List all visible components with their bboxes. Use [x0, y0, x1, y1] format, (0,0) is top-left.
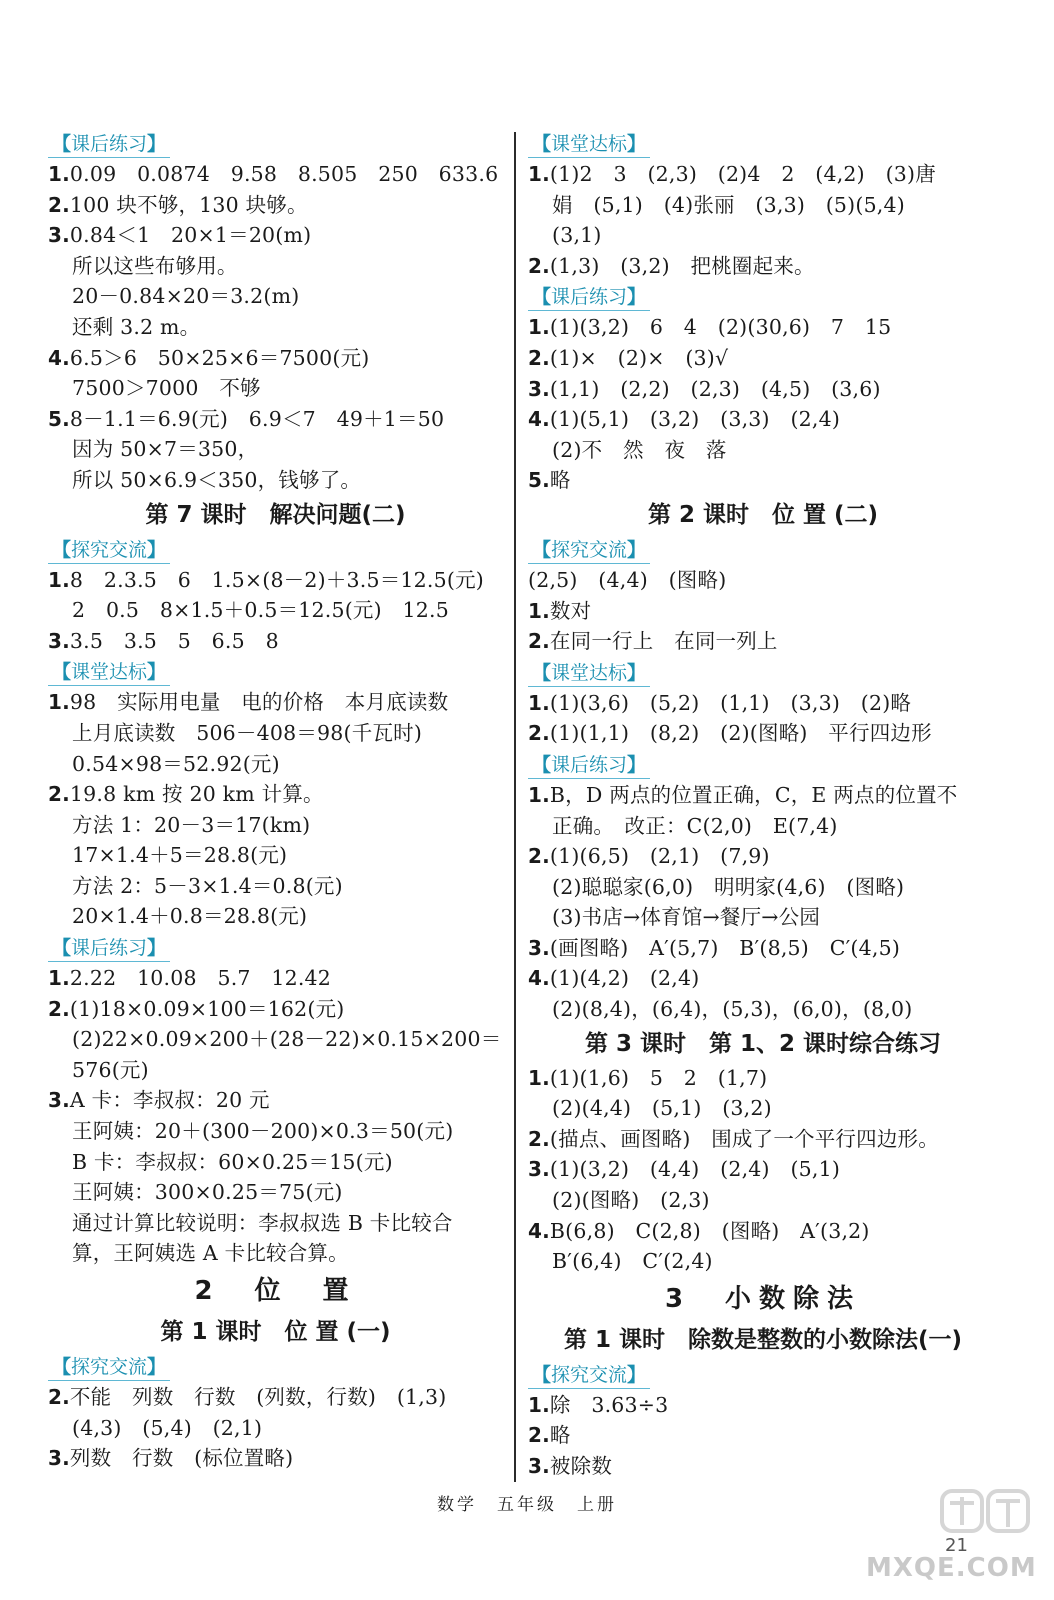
- answer-line: [528, 1154, 998, 1185]
- question-number: 5.: [48, 406, 70, 431]
- answer-text: 0.84＜1 20×1＝20(m): [69, 223, 312, 248]
- answer-text: 576(元): [72, 1057, 149, 1082]
- question-number: 1.: [48, 567, 70, 592]
- question-number: 1.: [528, 782, 550, 807]
- answer-continuation: [48, 718, 503, 749]
- answer-line: [48, 963, 503, 994]
- section-tag-label: 课堂达标: [551, 133, 628, 155]
- answer-text: 数对: [549, 598, 592, 623]
- answer-continuation: [48, 373, 503, 404]
- lesson-title: 第 2 课时 位 置 (二): [647, 501, 879, 528]
- answer-continuation: [48, 1177, 503, 1208]
- section-tag: [528, 284, 650, 311]
- question-number: 1.: [528, 1392, 550, 1417]
- answer-continuation: [48, 595, 503, 626]
- answer-continuation: [528, 811, 998, 842]
- answer-text: (1)(3,6) (5,2) (1,1) (3,3) (2)略: [549, 690, 912, 715]
- answer-text: (1)× (2)× (3)√: [549, 345, 729, 370]
- tag-bracket-right: 】: [147, 1356, 167, 1378]
- answer-text: (描点、画图略) 围成了一个平行四边形。: [549, 1126, 939, 1151]
- answer-text: 7500＞7000 不够: [72, 376, 261, 401]
- tag-bracket-left: 【: [532, 133, 552, 155]
- question-number: 3.: [528, 935, 550, 960]
- answer-continuation: [48, 901, 503, 932]
- lesson-title: 第 1 课时 位 置 (一): [160, 1319, 391, 1345]
- answer-line: [528, 626, 998, 657]
- answer-text: 在同一行上 在同一列上: [549, 629, 778, 654]
- question-number: 2.: [48, 1385, 70, 1409]
- answer-continuation: [528, 994, 998, 1025]
- tag-bracket-left: 【: [532, 661, 552, 684]
- answer-line: [528, 1420, 998, 1451]
- answer-text: 被除数: [549, 1454, 613, 1478]
- answer-line: [48, 626, 503, 657]
- section-tag: [528, 660, 650, 687]
- lesson-title: 第 1 课时 除数是整数的小数除法(一): [563, 1326, 963, 1353]
- answer-text: B 卡：李叔叔：60×0.25＝15(元): [72, 1149, 393, 1174]
- answer-text: B′(6,4) C′(2,4): [552, 1249, 713, 1274]
- answer-line: [528, 1216, 998, 1247]
- answer-continuation: [48, 1116, 503, 1147]
- answer-text: (2)(图略) (2,3): [552, 1188, 710, 1213]
- section-tag-label: 探究交流: [551, 1363, 628, 1386]
- answer-text: 2.22 10.08 5.7 12.42: [69, 966, 332, 991]
- answer-continuation: [48, 749, 503, 780]
- question-number: 4.: [528, 966, 550, 991]
- answer-line: [528, 1063, 998, 1094]
- answer-line: [48, 159, 503, 190]
- answer-continuation: [528, 220, 998, 251]
- answer-line: [528, 312, 998, 343]
- answer-line: [528, 343, 998, 374]
- question-number: 1.: [48, 966, 70, 991]
- answer-text: (1)18×0.09×100＝162(元): [69, 996, 345, 1021]
- answer-line: [528, 596, 998, 627]
- question-number: 4.: [528, 407, 550, 432]
- answer-text: (1,1) (2,2) (2,3) (4,5) (3,6): [549, 376, 881, 401]
- answer-text: 除 3.63÷3: [549, 1392, 669, 1417]
- question-number: 1.: [48, 162, 70, 186]
- section-tag-row: [48, 932, 503, 963]
- answer-continuation: [528, 872, 998, 903]
- tag-bracket-right: 】: [627, 538, 647, 561]
- answer-line: [528, 1451, 998, 1482]
- answer-line: [528, 841, 998, 872]
- question-number: 3.: [48, 223, 70, 248]
- tag-bracket-right: 】: [147, 538, 167, 561]
- question-number: 1.: [528, 162, 550, 186]
- answer-text: A 卡：李叔叔：20 元: [69, 1088, 270, 1113]
- tag-bracket-left: 【: [52, 538, 72, 561]
- answer-text: B，D 两点的位置正确，C，E 两点的位置不: [549, 782, 958, 807]
- answer-text: 娟 (5,1) (4)张丽 (3,3) (5)(5,4): [552, 192, 905, 217]
- answer-text: (3)书店→体育馆→餐厅→公园: [552, 905, 821, 930]
- question-number: 3.: [48, 1088, 70, 1113]
- answer-line: [48, 190, 503, 221]
- section-tag-row: [528, 128, 998, 159]
- watermark-text: MXQE.COM: [866, 1553, 1037, 1583]
- section-tag-row: [528, 749, 998, 780]
- answer-text: 98 实际用电量 电的价格 本月底读数: [69, 690, 449, 715]
- section-tag-row: [48, 1351, 503, 1382]
- lesson-title: 第 3 课时 第 1、2 课时综合练习: [584, 1030, 942, 1057]
- answer-text: 8－1.1＝6.9(元) 6.9＜7 49＋1＝50: [69, 406, 445, 431]
- tag-bracket-right: 】: [147, 937, 167, 960]
- answer-continuation: [48, 810, 503, 841]
- question-number: 1.: [528, 315, 550, 340]
- question-number: 2.: [528, 345, 550, 370]
- answer-continuation: [48, 840, 503, 871]
- chapter-title: 2 位 置: [194, 1276, 357, 1306]
- section-tag: [48, 1354, 170, 1381]
- answer-continuation: [48, 871, 503, 902]
- section-tag-label: 课后练习: [71, 937, 148, 960]
- answer-continuation: [48, 281, 503, 312]
- answer-text: 6.5＞6 50×25×6＝7500(元): [69, 345, 370, 370]
- answer-text: 方法 1：20－3＝17(km): [72, 812, 311, 837]
- tag-bracket-left: 【: [532, 1363, 552, 1386]
- answer-text: 列数 行数 (标位置略): [69, 1446, 294, 1471]
- answer-line: [528, 404, 998, 435]
- chapter-title: 3 小数除法: [664, 1283, 862, 1314]
- answer-continuation: [48, 251, 503, 282]
- answer-line: [48, 343, 503, 374]
- section-tag-label: 课堂达标: [71, 661, 148, 684]
- section-tag: [48, 131, 170, 158]
- answer-line: [48, 1085, 503, 1116]
- answer-line: [528, 933, 998, 964]
- section-tag-row: [528, 657, 998, 688]
- answer-text: 不能 列数 行数 (列数，行数) (1,3): [69, 1385, 447, 1409]
- question-number: 1.: [528, 690, 550, 715]
- column-divider: [514, 132, 516, 1482]
- answer-text: (2,5) (4,4) (图略): [528, 567, 727, 592]
- answer-text: 方法 2：5－3×1.4＝0.8(元): [72, 873, 343, 898]
- section-tag-row: [48, 534, 503, 565]
- tag-bracket-right: 】: [627, 1363, 647, 1386]
- section-tag-row: [528, 534, 998, 565]
- answer-text: (2)(4,4) (5,1) (3,2): [552, 1096, 772, 1121]
- question-number: 2.: [48, 782, 70, 807]
- section-tag: [48, 935, 170, 962]
- tag-bracket-left: 【: [532, 753, 552, 776]
- question-number: 3.: [528, 376, 550, 401]
- section-tag-label: 课后练习: [551, 286, 628, 309]
- right-column: [528, 128, 998, 1482]
- answer-continuation: [48, 1055, 503, 1086]
- page-number: 21: [945, 1535, 968, 1556]
- answer-text: 20×1.4＋0.8＝28.8(元): [72, 904, 308, 929]
- question-number: 1.: [528, 598, 550, 623]
- answer-text: 正确。 改正：C(2,0) E(7,4): [552, 813, 838, 838]
- section-tag: [528, 131, 650, 158]
- answer-continuation: [528, 565, 998, 596]
- answer-continuation: [528, 1185, 998, 1216]
- tag-bracket-left: 【: [52, 937, 72, 960]
- answer-text: (1)(3,2) 6 4 (2)(30,6) 7 15: [549, 315, 892, 340]
- answer-line: [48, 1443, 503, 1474]
- answer-line: [528, 1390, 998, 1421]
- answer-text: 王阿姨：300×0.25＝75(元): [72, 1180, 343, 1205]
- question-number: 3.: [48, 1446, 70, 1471]
- lesson-title: 第 7 课时 解决问题(二): [145, 501, 406, 528]
- tag-bracket-right: 】: [147, 661, 167, 684]
- answer-line: [48, 1382, 503, 1413]
- question-number: 2.: [48, 192, 70, 217]
- question-number: 2.: [48, 996, 70, 1021]
- question-number: 3.: [528, 1157, 550, 1182]
- answer-continuation: [48, 1413, 503, 1444]
- section-tag-row: [48, 656, 503, 687]
- left-column: [48, 128, 503, 1474]
- answer-continuation: [528, 190, 998, 221]
- answer-text: (2)不 然 夜 落: [552, 437, 727, 462]
- answer-text: (1)(5,1) (3,2) (3,3) (2,4): [549, 407, 841, 432]
- tag-bracket-right: 】: [627, 753, 647, 776]
- answer-text: 19.8 km 按 20 km 计算。: [69, 782, 324, 807]
- section-tag-label: 课后练习: [71, 133, 148, 155]
- answer-line: [528, 159, 998, 190]
- answer-text: 100 块不够，130 块够。: [69, 192, 308, 217]
- answer-line: [48, 565, 503, 596]
- answer-line: [48, 404, 503, 435]
- answer-line: [528, 688, 998, 719]
- question-number: 5.: [528, 468, 550, 493]
- answer-text: 略: [549, 468, 571, 493]
- question-number: 2.: [528, 721, 550, 746]
- section-tag-row: [528, 281, 998, 312]
- tag-bracket-left: 【: [52, 1356, 72, 1378]
- answer-text: 略: [549, 1423, 571, 1448]
- answer-text: 上月底读数 506－408＝98(千瓦时): [72, 720, 423, 745]
- answer-text: (1)2 3 (2,3) (2)4 2 (4,2) (3)唐: [549, 162, 936, 186]
- answer-text: (1)(3,2) (4,4) (2,4) (5,1): [549, 1157, 841, 1182]
- answer-line: [48, 220, 503, 251]
- answer-line: [528, 963, 998, 994]
- answer-text: 通过计算比较说明：李叔叔选 B 卡比较合: [72, 1210, 453, 1235]
- section-tag: [528, 1362, 650, 1389]
- answer-text: 所以这些布够用。: [72, 253, 238, 278]
- answer-line: [528, 780, 998, 811]
- answer-line: [528, 374, 998, 405]
- answer-text: 0.09 0.0874 9.58 8.505 250 633.6: [69, 162, 499, 186]
- answer-continuation: [528, 435, 998, 466]
- question-number: 2.: [528, 1126, 550, 1151]
- answer-text: 所以 50×6.9＜350，钱够了。: [72, 467, 362, 492]
- answer-continuation: [48, 1238, 503, 1269]
- answer-text: (2)22×0.09×200＋(28－22)×0.15×200＝: [72, 1027, 502, 1052]
- tag-bracket-right: 】: [147, 133, 167, 155]
- section-tag-row: [528, 1359, 998, 1390]
- answer-continuation: [48, 465, 503, 496]
- section-tag-label: 探究交流: [71, 538, 148, 561]
- question-number: 2.: [528, 844, 550, 869]
- section-tag-row: [48, 128, 503, 159]
- question-number: 2.: [528, 253, 550, 278]
- answer-text: 8 2.3.5 6 1.5×(8－2)＋3.5＝12.5(元): [69, 567, 484, 592]
- answer-continuation: [528, 902, 998, 933]
- answer-text: 20－0.84×20＝3.2(m): [72, 284, 300, 309]
- answer-text: 2 0.5 8×1.5＋0.5＝12.5(元) 12.5: [72, 598, 449, 623]
- question-number: 4.: [528, 1218, 550, 1243]
- answer-text: (4,3) (5,4) (2,1): [72, 1415, 263, 1440]
- question-number: 3.: [48, 628, 70, 653]
- answer-text: 0.54×98＝52.92(元): [72, 751, 280, 776]
- answer-line: [48, 779, 503, 810]
- answer-continuation: [528, 1246, 998, 1277]
- question-number: 1.: [528, 1065, 550, 1090]
- tag-bracket-left: 【: [532, 286, 552, 309]
- section-tag: [48, 659, 170, 686]
- answer-text: 还剩 3.2 m。: [72, 314, 201, 339]
- answer-continuation: [528, 1093, 998, 1124]
- tag-bracket-right: 】: [627, 286, 647, 309]
- answer-text: (画图略) A′(5,7) B′(8,5) C′(4,5): [549, 935, 901, 960]
- answer-text: 算，王阿姨选 A 卡比较合算。: [72, 1241, 349, 1266]
- tag-bracket-left: 【: [52, 661, 72, 684]
- answer-text: (2)聪聪家(6,0) 明明家(4,6) (图略): [552, 874, 905, 899]
- answer-continuation: [48, 312, 503, 343]
- section-tag: [528, 537, 650, 564]
- answer-line: [528, 1124, 998, 1155]
- answer-line: [528, 465, 998, 496]
- answer-text: (1)(6,5) (2,1) (7,9): [549, 844, 770, 869]
- tag-bracket-right: 】: [627, 661, 647, 684]
- answer-line: [528, 718, 998, 749]
- answer-continuation: [48, 1024, 503, 1055]
- question-number: 3.: [528, 1454, 550, 1478]
- answer-text: (1)(1,1) (8,2) (2)(图略) 平行四边形: [549, 721, 932, 746]
- tag-bracket-left: 【: [52, 133, 72, 155]
- section-tag: [528, 752, 650, 779]
- answer-text: 3.5 3.5 5 6.5 8: [69, 628, 279, 653]
- answer-line: [528, 251, 998, 282]
- answer-text: 因为 50×7＝350，: [72, 437, 259, 462]
- section-tag-label: 探究交流: [551, 538, 628, 561]
- question-number: 1.: [48, 690, 70, 715]
- answer-continuation: [48, 1208, 503, 1239]
- section-tag: [48, 537, 170, 564]
- answer-text: (1,3) (3,2) 把桃圈起来。: [549, 253, 815, 278]
- answer-text: (1)(4,2) (2,4): [549, 966, 700, 991]
- page-footer: 数学 五年级 上册: [437, 1495, 617, 1515]
- answer-text: 17×1.4＋5＝28.8(元): [72, 843, 288, 868]
- question-number: 2.: [528, 1423, 550, 1448]
- answer-text: (2)(8,4)，(6,4)，(5,3)，(6,0)，(8,0): [552, 997, 913, 1022]
- tag-bracket-left: 【: [532, 538, 552, 561]
- answer-text: 王阿姨：20＋(300－200)×0.3＝50(元): [72, 1119, 454, 1144]
- answer-text: (3,1): [552, 223, 602, 248]
- section-tag-label: 课堂达标: [551, 661, 628, 684]
- answer-continuation: [48, 434, 503, 465]
- section-tag-label: 探究交流: [71, 1356, 148, 1378]
- question-number: 2.: [528, 629, 550, 654]
- tag-bracket-right: 】: [627, 133, 647, 155]
- question-number: 4.: [48, 345, 70, 370]
- answer-line: [48, 994, 503, 1025]
- answer-text: B(6,8) C(2,8) (图略) A′(3,2): [549, 1218, 870, 1243]
- answer-line: [48, 687, 503, 718]
- section-tag-label: 课后练习: [551, 753, 628, 776]
- answer-continuation: [48, 1147, 503, 1178]
- answer-text: (1)(1,6) 5 2 (1,7): [549, 1065, 768, 1090]
